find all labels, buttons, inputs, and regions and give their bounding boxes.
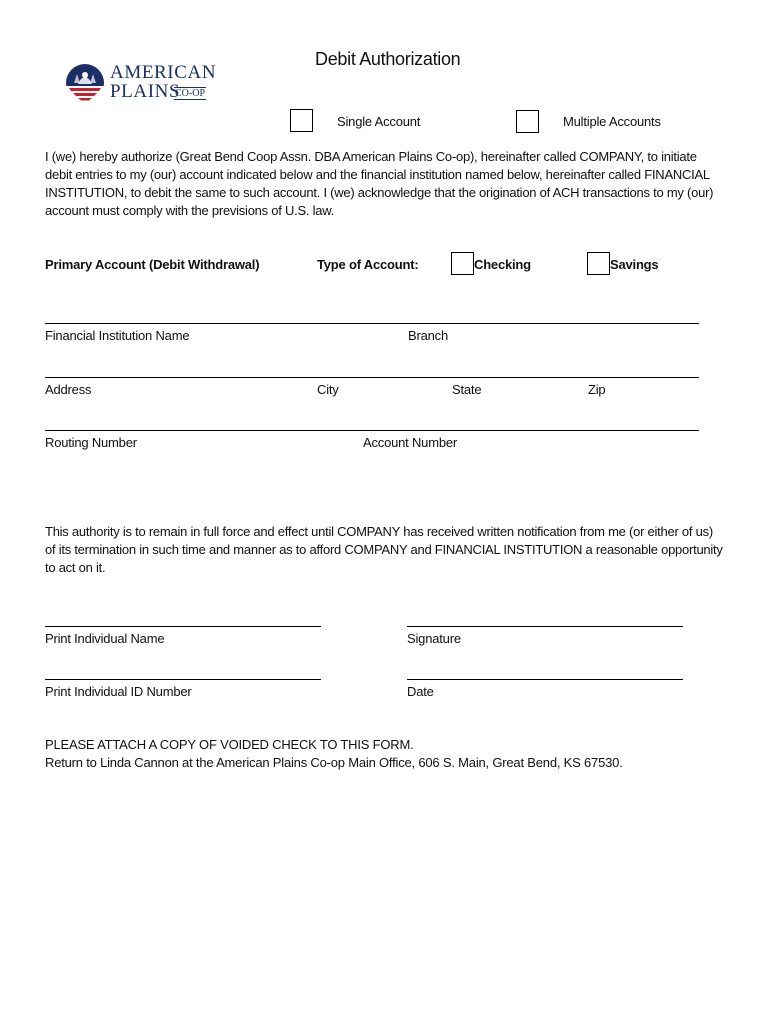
- checking-checkbox[interactable]: [451, 252, 474, 275]
- routing-number-label: Routing Number: [45, 435, 137, 450]
- single-account-checkbox[interactable]: [290, 109, 313, 132]
- print-name-line[interactable]: [45, 626, 321, 627]
- paragraph-line: account must comply with the previsions of U.S. law.: [45, 203, 335, 218]
- single-account-label: Single Account: [337, 114, 421, 129]
- company-logo: [64, 62, 224, 106]
- savings-label: Savings: [610, 257, 659, 272]
- print-id-label: Print Individual ID Number: [45, 684, 192, 699]
- signature-label: Signature: [407, 631, 461, 646]
- print-id-line[interactable]: [45, 679, 321, 680]
- account-type-label: Type of Account:: [317, 257, 419, 272]
- attach-check-notice: PLEASE ATTACH A COPY OF VOIDED CHECK TO THIS FORM.: [45, 737, 414, 752]
- paragraph-line: to act on it.: [45, 560, 106, 575]
- state-label: State: [452, 382, 482, 397]
- primary-account-label: Primary Account (Debit Withdrawal): [45, 257, 260, 272]
- date-line[interactable]: [407, 679, 683, 680]
- paragraph-line: INSTITUTION, to debit the same to such account. I (we) acknowledge that the origination of ACH transactions to my (our): [45, 185, 714, 200]
- multiple-accounts-checkbox[interactable]: [516, 110, 539, 133]
- city-label: City: [317, 382, 339, 397]
- institution-name-label: Financial Institution Name: [45, 328, 190, 343]
- logo-line1: AMERICAN: [110, 62, 217, 83]
- authorization-paragraph: [45, 148, 713, 220]
- print-name-label: Print Individual Name: [45, 631, 165, 646]
- address-line[interactable]: [45, 377, 699, 378]
- signature-line[interactable]: [407, 626, 683, 627]
- date-label: Date: [407, 684, 434, 699]
- authority-paragraph: [45, 523, 723, 577]
- paragraph-line: I (we) hereby authorize (Great Bend Coop Assn. DBA American Plains Co-op), hereinafter called COMPANY, to initiate: [45, 149, 697, 164]
- logo-emblem-icon: [64, 62, 106, 104]
- return-instructions: Return to Linda Cannon at the American Plains Co-op Main Office, 606 S. Main, Great Bend, KS 67530.: [45, 755, 623, 770]
- zip-label: Zip: [588, 382, 606, 397]
- page-title: Debit Authorization: [315, 49, 461, 69]
- account-number-label: Account Number: [363, 435, 458, 450]
- multiple-accounts-label: Multiple Accounts: [563, 114, 661, 129]
- savings-checkbox[interactable]: [587, 252, 610, 275]
- address-label: Address: [45, 382, 92, 397]
- paragraph-line: debit entries to my (our) account indicated below and the financial institution named below, hereinafter called FINANCIAL: [45, 167, 710, 182]
- logo-badge: CO-OP: [175, 88, 206, 99]
- branch-label: Branch: [408, 328, 448, 343]
- checking-label: Checking: [474, 257, 531, 272]
- logo-line2: PLAINS: [110, 81, 181, 102]
- paragraph-line: This authority is to remain in full force and effect until COMPANY has received written notification from me (or either of us): [45, 524, 713, 539]
- paragraph-line: of its termination in such time and manner as to afford COMPANY and FINANCIAL INSTITUTION a reasonable opportunity: [45, 542, 723, 557]
- institution-name-line[interactable]: [45, 323, 699, 324]
- routing-account-line[interactable]: [45, 430, 699, 431]
